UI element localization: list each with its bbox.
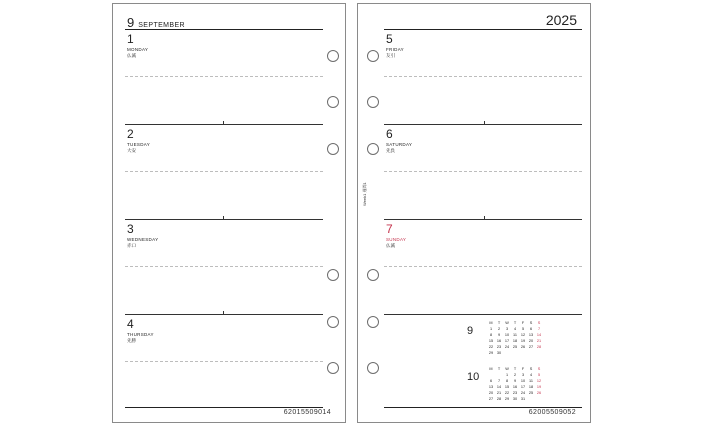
mini-calendar-date: 9 [497,333,501,337]
year-header: 2025 [545,12,577,28]
mini-calendar-weekday: M [489,321,493,325]
day-divider [384,219,582,220]
hour-divider [384,266,582,267]
binder-hole [367,50,379,62]
day-divider [125,219,323,220]
barcode-number: 62015509014 [283,409,331,416]
day-entry-friday [386,33,404,59]
day-number: 5 [386,32,393,46]
day-entry-monday [127,33,148,59]
mini-calendar-date: 2 [497,327,501,331]
mini-calendar-date [535,351,543,356]
mini-calendar-date: 23 [496,345,502,349]
mini-calendar-date: 14 [496,385,502,389]
mini-calendar-weekday: T [497,321,501,325]
mini-calendar-date: 7 [497,379,501,383]
mini-calendar-weekday: W [505,367,509,371]
day-number: 7 [386,222,393,236]
mini-calendar-date: 22 [504,391,510,395]
binder-hole [327,143,339,155]
week-side-label: Week1 週間1 [362,182,367,206]
day-rokuyo: 先勝 [127,338,136,343]
mini-calendar-date: 19 [536,385,542,389]
month-header [127,15,185,30]
mini-calendar-weekday: S [529,321,533,325]
mini-calendar-weekday: S [537,321,541,325]
mini-calendar-date: 23 [512,391,518,395]
mini-calendar-weekday: M [489,367,493,371]
mini-calendar-date: 18 [528,385,534,389]
mini-calendar-date: 21 [536,339,542,343]
mini-calendar-date: 8 [505,379,509,383]
mini-calendar-date: 15 [504,385,510,389]
mini-calendar-date: 17 [520,385,526,389]
day-rokuyo: 先負 [386,148,395,153]
mini-calendar-weekday: W [505,321,509,325]
mini-calendar-date: 24 [520,391,526,395]
mini-calendar-date: 5 [521,327,525,331]
mini-calendar-weekday: T [513,321,517,325]
mini-calendar-date: 16 [496,339,502,343]
day-name: MONDAY [127,47,149,52]
day-name: SATURDAY [386,142,413,147]
mini-calendar-grid [487,321,543,356]
day-name: THURSDAY [127,332,154,337]
left-diary-page [112,3,346,423]
day-divider [125,124,323,125]
mini-calendar-date: 12 [520,333,526,337]
mini-calendar-date: 5 [537,373,541,377]
footer-rule [384,407,582,408]
day-rokuyo: 仏滅 [127,53,136,58]
mini-calendar-date: 28 [496,397,502,401]
mini-calendar-date: 10 [504,333,510,337]
day-divider-tick [223,121,224,125]
hour-divider [125,171,323,172]
mini-calendar-weekday: T [497,367,501,371]
mini-calendar-date: 8 [489,333,493,337]
day-entry-tuesday [127,128,150,154]
hour-divider [125,266,323,267]
mini-calendar-date: 16 [512,385,518,389]
day-number: 4 [127,317,134,331]
mini-calendar-date: 6 [529,327,533,331]
right-diary-page [357,3,591,423]
binder-hole [327,316,339,328]
month-number: 9 [127,15,135,30]
day-divider [384,124,582,125]
barcode-number: 62005509052 [528,409,576,416]
mini-calendar-date: 28 [536,345,542,349]
binder-hole [327,50,339,62]
month-name: SEPTEMBER [138,22,186,29]
day-number: 2 [127,127,134,141]
mini-calendar-date: 13 [488,385,494,389]
day-entry-saturday [386,128,412,154]
mini-calendar-date: 29 [488,351,494,355]
mini-calendar-date: 21 [496,391,502,395]
day-divider-tick [223,311,224,315]
mini-calendar-date: 4 [513,327,517,331]
binder-hole [367,316,379,328]
day-divider [384,314,582,315]
mini-calendar-date: 26 [520,345,526,349]
hour-divider [125,76,323,77]
mini-calendar-month: 10 [467,371,480,383]
day-name: TUESDAY [127,142,151,147]
hour-divider [384,171,582,172]
day-rokuyo: 仏滅 [386,243,395,248]
mini-calendar-date: 26 [536,391,542,395]
mini-calendar-date [487,373,495,378]
mini-calendar-date: 4 [529,373,533,377]
mini-calendar-date [527,351,535,356]
mini-calendar-date [511,351,519,356]
mini-calendar-date [527,397,535,402]
mini-calendar-date: 30 [496,351,502,355]
mini-calendar-date: 20 [488,391,494,395]
mini-calendar-date: 27 [528,345,534,349]
mini-calendar-date: 6 [489,379,493,383]
mini-calendar-month: 9 [467,325,474,337]
mini-calendar-date: 22 [488,345,494,349]
footer-rule [125,407,323,408]
header-rule [384,29,582,30]
mini-calendar-weekday: S [537,367,541,371]
mini-calendar-grid [487,367,543,402]
binder-hole [327,96,339,108]
mini-calendar-date [495,373,503,378]
day-divider-tick [484,216,485,220]
day-entry-wednesday [127,223,158,249]
mini-calendar-date: 13 [528,333,534,337]
day-rokuyo: 赤口 [127,243,136,248]
mini-calendar-september [467,321,577,363]
mini-calendar-date: 15 [488,339,494,343]
mini-calendar-date: 27 [488,397,494,401]
day-name: FRIDAY [386,47,404,52]
binder-hole [367,362,379,374]
mini-calendar-date: 3 [521,373,525,377]
mini-calendar-date: 18 [512,339,518,343]
mini-calendar-weekday: F [521,367,525,371]
binder-hole [327,362,339,374]
mini-calendar-weekday: S [529,367,533,371]
mini-calendar-weekday: T [513,367,517,371]
mini-calendar-date: 11 [529,379,533,383]
day-divider-tick [484,121,485,125]
day-divider-tick [223,216,224,220]
day-rokuyo: 大安 [127,148,136,153]
mini-calendar-date: 25 [528,391,534,395]
day-number: 3 [127,222,134,236]
day-number: 1 [127,32,134,46]
mini-calendar-date: 25 [512,345,518,349]
day-entry-sunday [386,223,406,249]
mini-calendar-date: 7 [537,327,541,331]
mini-calendar-date: 20 [528,339,534,343]
hour-divider [125,361,323,362]
mini-calendar-date: 17 [504,339,510,343]
mini-calendar-date [519,351,527,356]
mini-calendar-date: 30 [512,397,518,401]
day-name: SUNDAY [386,237,407,242]
day-name: WEDNESDAY [127,237,159,242]
day-number: 6 [386,127,393,141]
mini-calendar-date: 12 [536,379,542,383]
hour-divider [384,76,582,77]
mini-calendar-date [535,397,543,402]
mini-calendar-date: 29 [504,397,510,401]
mini-calendar-date: 2 [513,373,517,377]
mini-calendar-date: 31 [520,397,526,401]
mini-calendar-date: 9 [513,379,517,383]
day-rokuyo: 友引 [386,53,395,58]
mini-calendar-october [467,367,577,409]
header-rule [125,29,323,30]
binder-hole [367,96,379,108]
mini-calendar-date: 19 [520,339,526,343]
mini-calendar-weekday: F [521,321,525,325]
day-divider [125,314,323,315]
mini-calendar-date: 14 [536,333,542,337]
mini-calendar-date: 1 [489,327,493,331]
mini-calendar-date: 1 [505,373,509,377]
binder-hole [367,269,379,281]
binder-hole [367,143,379,155]
mini-calendar-date: 11 [513,333,517,337]
mini-calendar-date [503,351,511,356]
binder-hole [327,269,339,281]
mini-calendar-date: 3 [505,327,509,331]
day-entry-thursday [127,318,154,344]
mini-calendar-date: 10 [520,379,526,383]
mini-calendar-date: 24 [504,345,510,349]
